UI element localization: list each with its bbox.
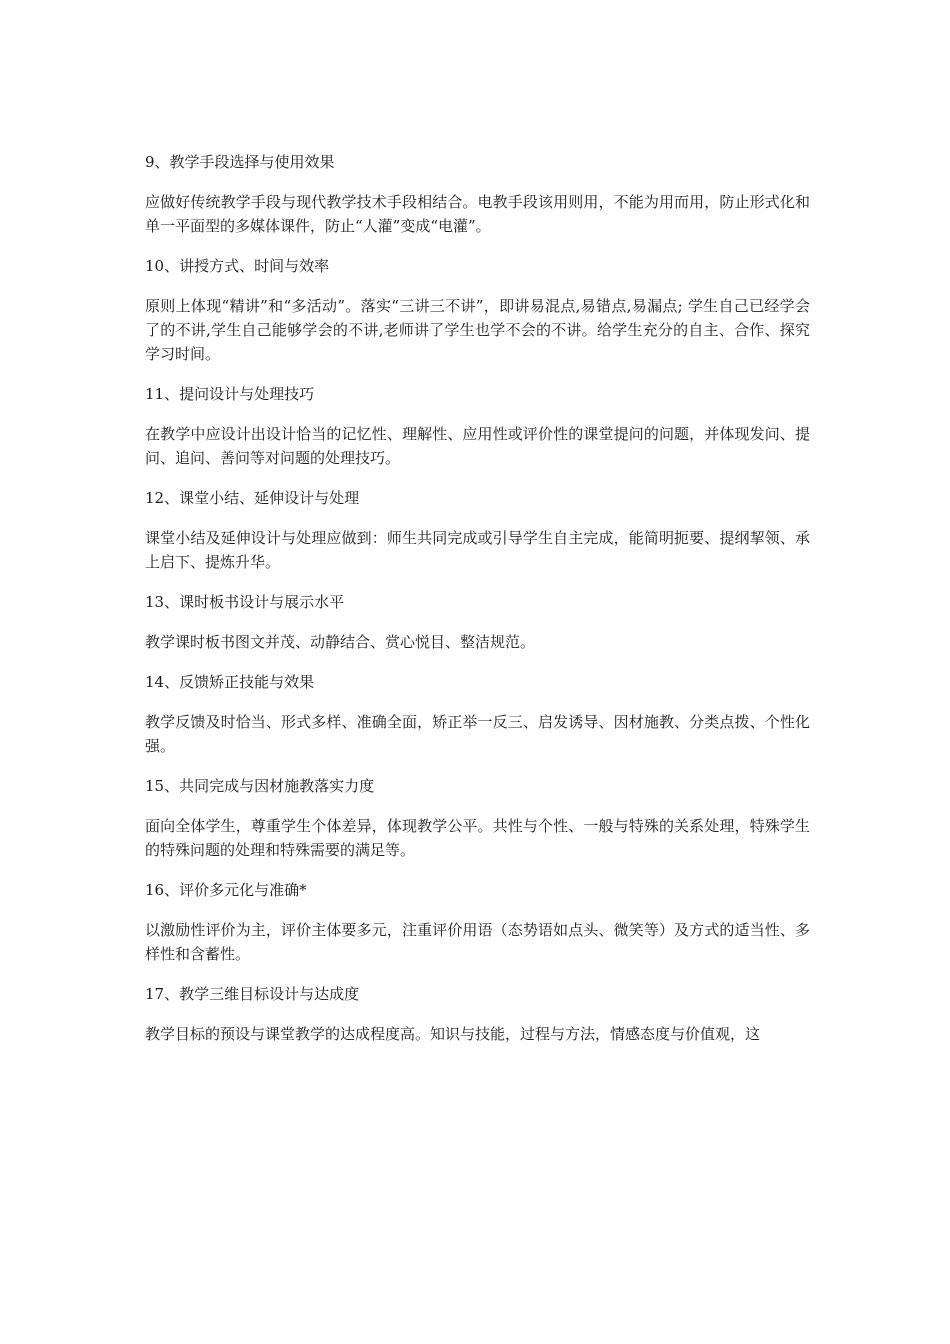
section-15: [145, 774, 810, 862]
section-heading: 9、教学手段选择与使用效果: [145, 153, 335, 171]
section-heading: 15、共同完成与因材施教落实力度: [145, 777, 375, 795]
section-body: 教学课时板书图文并茂、动静结合、赏心悦目、整洁规范。: [145, 633, 536, 651]
section-11: [145, 382, 810, 470]
section-10: [145, 254, 810, 366]
section-body: 课堂小结及延伸设计与处理应做到：师生共同完成或引导学生自主完成，能简明扼要、提纲挈领、承上启下、提炼升华。: [145, 529, 810, 571]
section-heading: 10、讲授方式、时间与效率: [145, 257, 330, 275]
section-heading: 12、课堂小结、延伸设计与处理: [145, 489, 360, 507]
section-16: [145, 878, 810, 966]
section-body: 面向全体学生，尊重学生个体差异，体现教学公平。共性与个性、一般与特殊的关系处理，特殊学生的特殊问题的处理和特殊需要的满足等。: [145, 817, 810, 859]
section-body: 在教学中应设计出设计恰当的记忆性、理解性、应用性或评价性的课堂提问的问题，并体现发问、提问、追问、善问等对问题的处理技巧。: [145, 425, 810, 467]
section-9: [145, 150, 810, 238]
section-heading: 17、教学三维目标设计与达成度: [145, 985, 360, 1003]
section-body: 教学反馈及时恰当、形式多样、准确全面，矫正举一反三、启发诱导、因材施教、分类点拨、个性化强。: [145, 713, 810, 755]
section-body: 以激励性评价为主，评价主体要多元，注重评价用语（态势语如点头、微笑等）及方式的适当性、多样性和含蓄性。: [145, 921, 810, 963]
section-heading: 14、反馈矫正技能与效果: [145, 673, 315, 691]
section-17: [145, 982, 810, 1046]
section-body: 原则上体现“精讲”和“多活动”。落实“三讲三不讲”，即讲易混点,易错点,易漏点; 学生自己已经学会了的不讲,学生自己能够学会的不讲,老师讲了学生也学不会的不讲。给学生充分的自主、合作、探究学习时间。: [145, 297, 810, 363]
section-heading: 11、提问设计与处理技巧: [145, 385, 315, 403]
section-12: [145, 486, 810, 574]
section-heading: 16、评价多元化与准确*: [145, 881, 307, 899]
section-heading: 13、课时板书设计与展示水平: [145, 593, 345, 611]
document-content: [145, 150, 810, 1062]
section-14: [145, 670, 810, 758]
section-body: 教学目标的预设与课堂教学的达成程度高。知识与技能，过程与方法，情感态度与价值观，这: [145, 1025, 761, 1043]
section-body: 应做好传统教学手段与现代教学技术手段相结合。电教手段该用则用，不能为用而用，防止形式化和单一平面型的多媒体课件，防止“人灌”变成“电灌”。: [145, 193, 810, 235]
section-13: [145, 590, 810, 654]
